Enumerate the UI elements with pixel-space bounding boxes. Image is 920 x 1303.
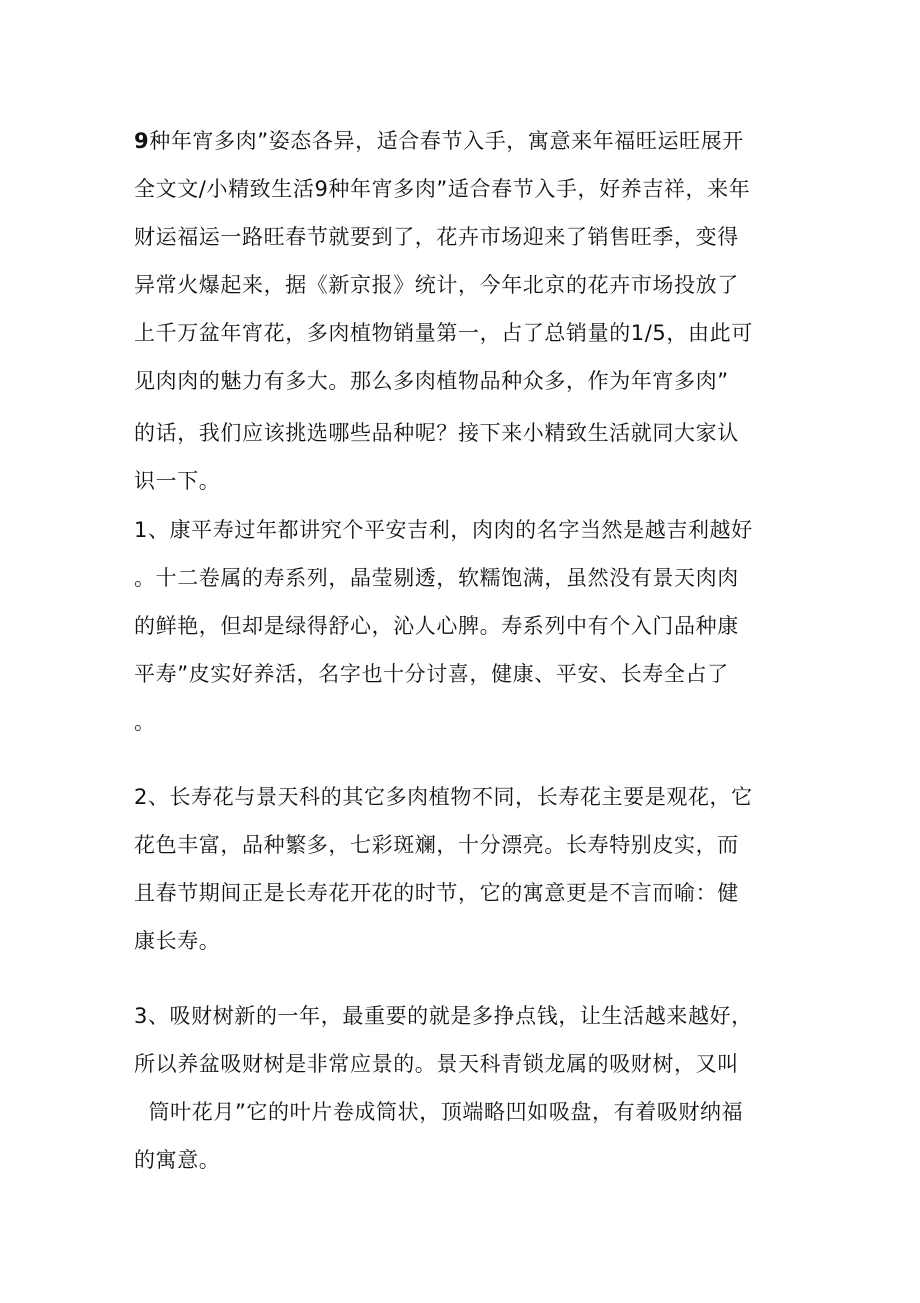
text-line: 识一下。 — [134, 469, 221, 493]
text-line: 财运福运一路旺春节就要到了，花卉市场迎来了销售旺季，变得 — [134, 225, 739, 249]
text-line: 的寓意。 — [134, 1148, 221, 1172]
text-line: 全文文/小精致生活9种年宵多肉”适合春节入手，好养吉祥，来年 — [134, 177, 751, 201]
text-line: 见肉肉的魅力有多大。那么多肉植物品种众多，作为年宵多肉” — [134, 369, 729, 393]
text-line: 3、吸财树新的一年，最重要的就是多挣点钱，让生活越来越好， — [134, 1004, 753, 1028]
text-line: 2、长寿花与景天科的其它多肉植物不同，长寿花主要是观花，它 — [134, 785, 753, 809]
lead-digit: 9 — [134, 129, 150, 153]
line-rest: 种年宵多肉”姿态各异，适合春节入手，寓意来年福旺运旺展开 — [149, 129, 744, 153]
text-line: 的鲜艳，但却是绿得舒心，沁人心脾。寿系列中有个入门品种康 — [134, 614, 739, 638]
text-line: 花色丰富，品种繁多，七彩斑斓，十分漂亮。长寿特别皮实，而 — [134, 833, 739, 857]
text-line: 所以养盆吸财树是非常应景的。景天科青锁龙属的吸财树，又叫 — [134, 1052, 739, 1076]
text-line: 。 — [134, 710, 156, 734]
text-line: 。十二卷属的寿系列，晶莹剔透，软糯饱满，虽然没有景天肉肉 — [134, 566, 739, 590]
text-line: 筒叶花月”它的叶片卷成筒状，顶端略凹如吸盘，有着吸财纳福 — [134, 1100, 744, 1124]
text-line: 平寿”皮实好养活，名字也十分讨喜，健康、平安、长寿全占了 — [134, 662, 729, 686]
text-line — [134, 121, 744, 161]
text-line: 上千万盆年宵花，多肉植物销量第一，占了总销量的1/5，由此可 — [134, 321, 753, 345]
text-line: 异常火爆起来，据《新京报》统计，今年北京的花卉市场投放了 — [134, 273, 739, 297]
text-line: 且春节期间正是长寿花开花的时节，它的寓意更是不言而喻：健 — [134, 881, 739, 905]
text-line: 1、康平寿过年都讲究个平安吉利，肉肉的名字当然是越吉利越好 — [134, 518, 753, 542]
text-line: 的话，我们应该挑选哪些品种呢？接下来小精致生活就同大家认 — [134, 421, 739, 445]
text-line: 康长寿。 — [134, 929, 221, 953]
